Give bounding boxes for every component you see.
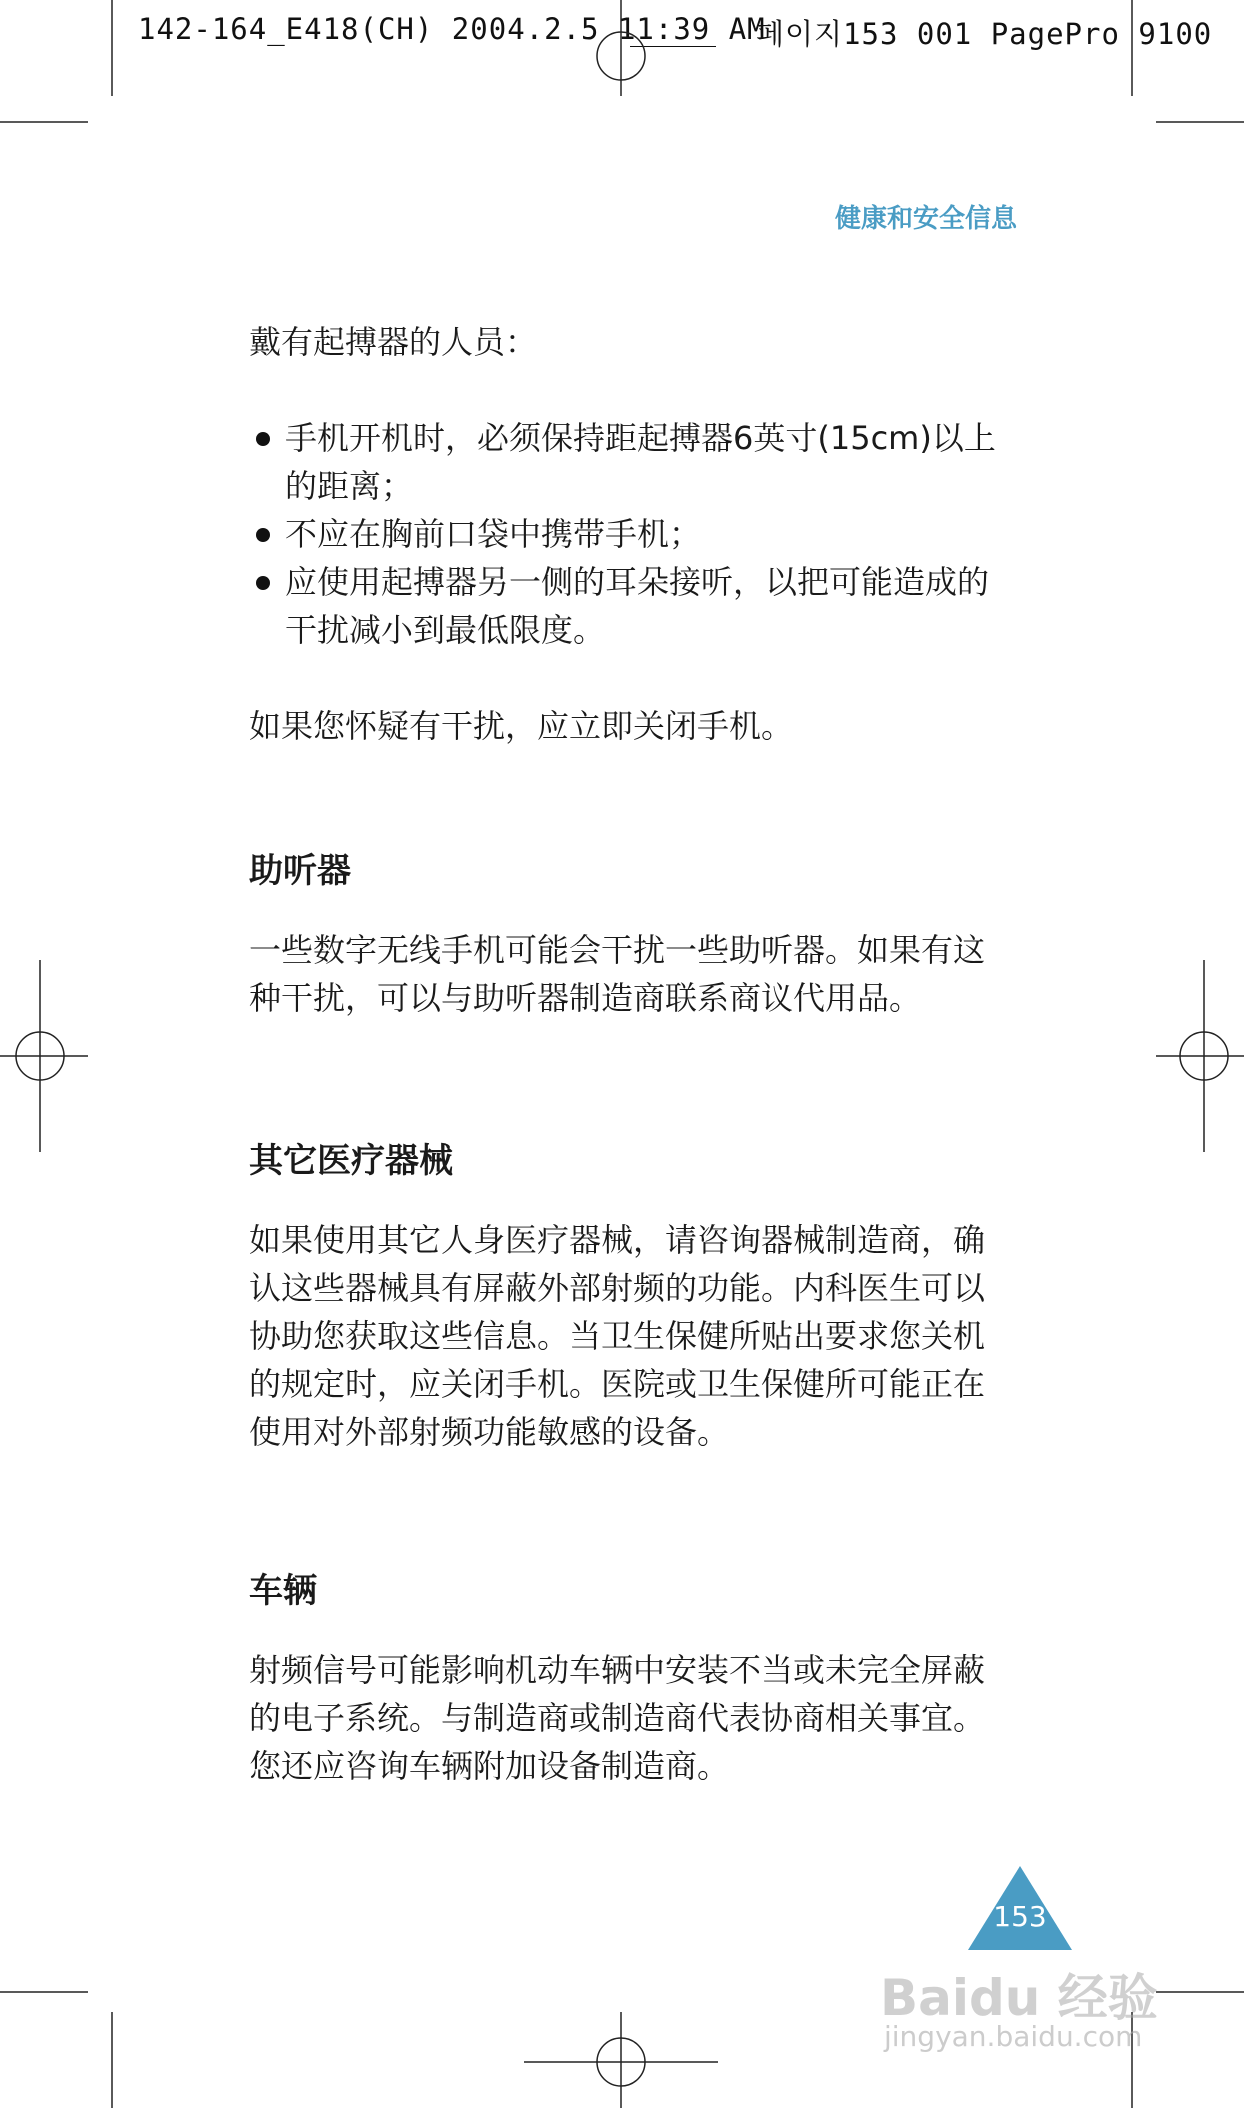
page-number: 153 [993, 1900, 1047, 1933]
bullet-icon [256, 528, 270, 542]
hearing-aid-body: 一些数字无线手机可能会干扰一些助听器。如果有这种干扰，可以与助听器制造商联系商议代用品。 [249, 931, 986, 1017]
print-slug-left: 142-164_E418(CH) 2004.2.5 11:39 AM [138, 12, 766, 46]
baidu-watermark: Baidu 经验 [880, 1969, 1158, 2027]
hearing-aid-heading: 助听器 [249, 851, 351, 891]
medical-devices-body: 如果使用其它人身医疗器械，请咨询器械制造商，确认这些器械具有屏蔽外部射频的功能。内科医生可以协助您获取这些信息。当卫生保健所贴出要求您关机的规定时，应关闭手机。医院或卫生保健所可能正在使用对外部射频功能敏感的设备。 [249, 1221, 986, 1451]
pacemaker-bullet-list [249, 414, 1001, 654]
baidu-watermark-url: jingyan.baidu.com [884, 2020, 1143, 2053]
list-item-text: 不应在胸前口袋中携带手机； [285, 515, 702, 553]
vehicles-body: 射频信号可能影响机动车辆中安装不当或未完全屏蔽的电子系统。与制造商或制造商代表协商相关事宜。您还应咨询车辆附加设备制造商。 [249, 1651, 986, 1785]
list-item [249, 414, 1001, 510]
list-item [249, 510, 1001, 558]
medical-devices-heading: 其它医疗器械 [249, 1141, 453, 1181]
bullet-icon [256, 432, 270, 446]
list-item [249, 558, 1001, 654]
bullet-icon [256, 576, 270, 590]
list-item-text: 手机开机时，必须保持距起搏器6英寸(15cm)以上的距离； [285, 419, 996, 505]
print-slug-right: 페이지153 001 PagePro 9100 [756, 17, 1213, 51]
pacemaker-intro: 戴有起搏器的人员： [249, 323, 538, 361]
main-content [249, 318, 1001, 1790]
running-head: 健康和安全信息 [834, 204, 1017, 234]
vehicles-heading: 车辆 [249, 1571, 317, 1611]
list-item-text: 应使用起搏器另一侧的耳朵接听，以把可能造成的干扰减小到最低限度。 [285, 563, 990, 649]
pacemaker-outro: 如果您怀疑有干扰，应立即关闭手机。 [249, 707, 794, 745]
